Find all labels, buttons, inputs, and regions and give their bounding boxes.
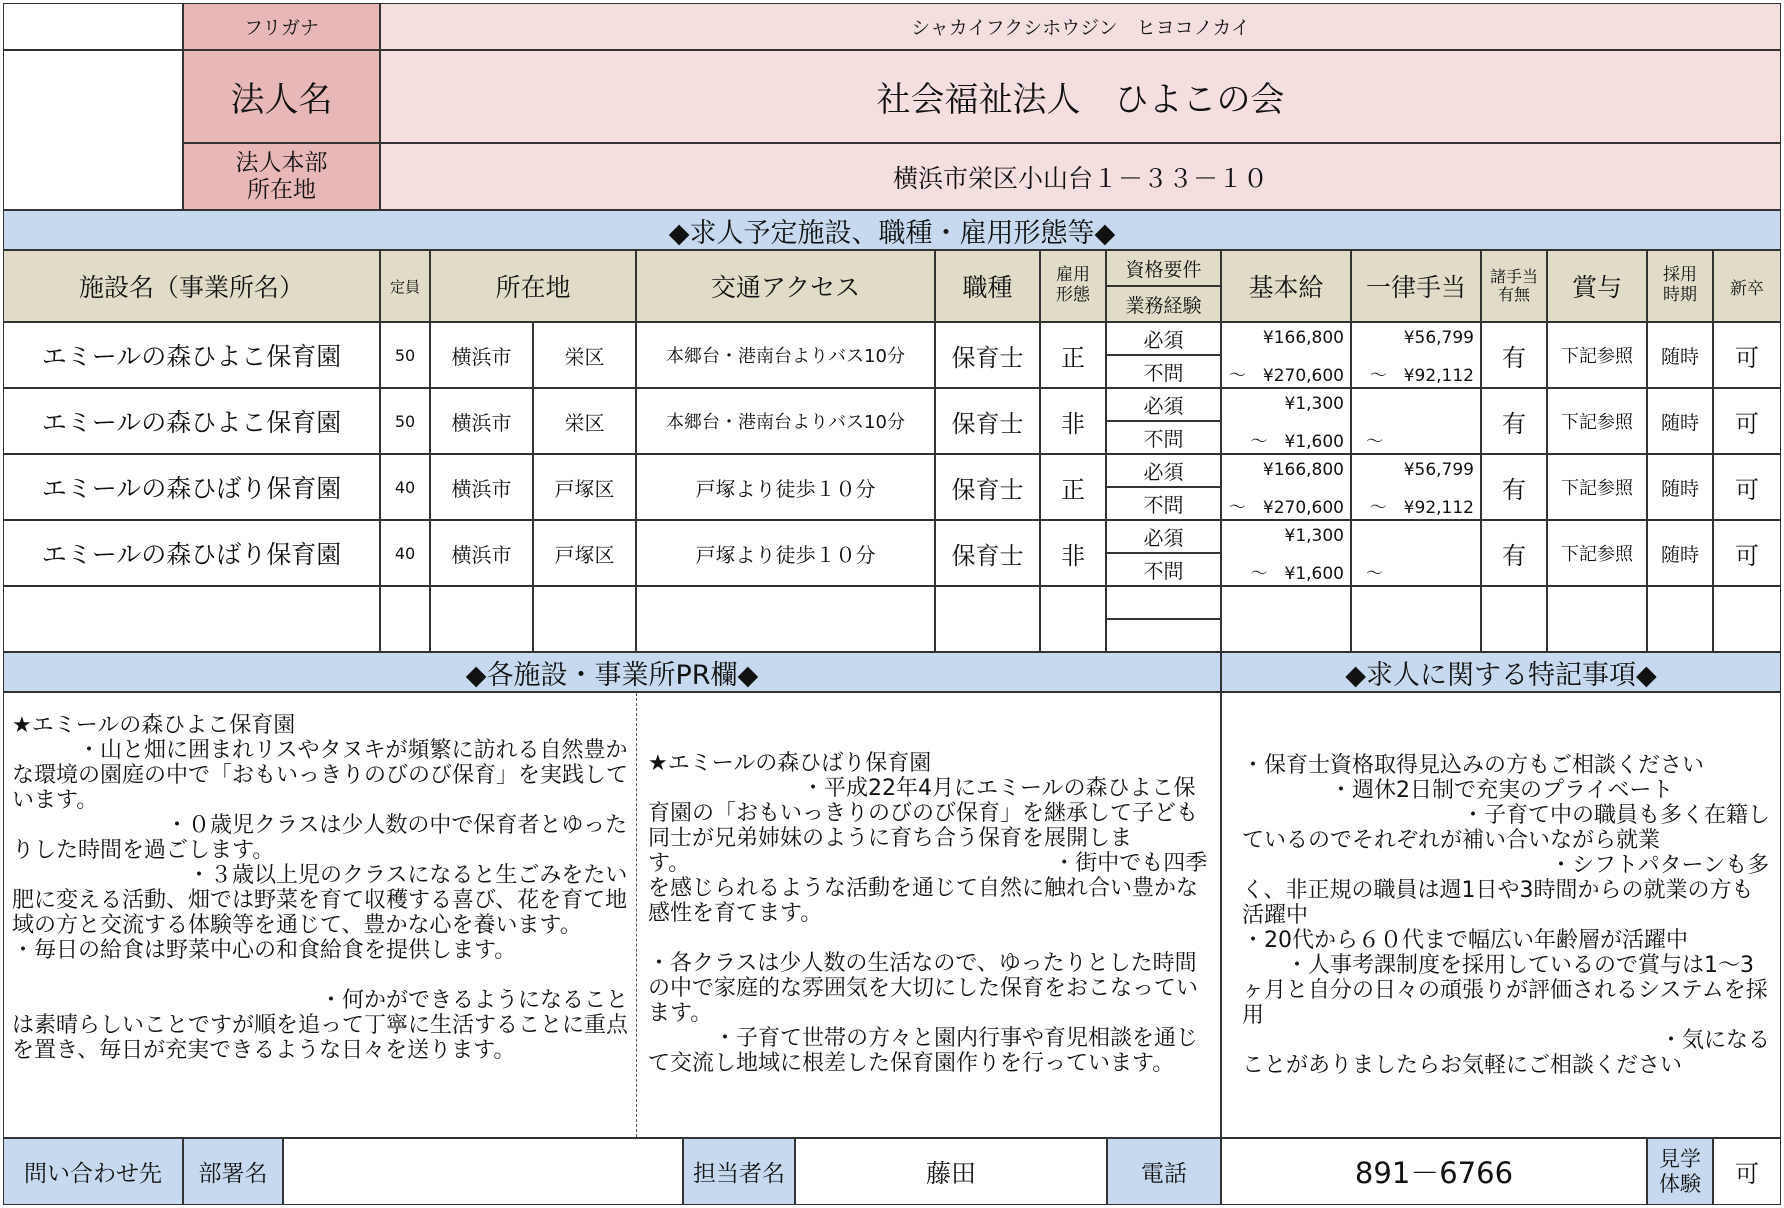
phone-label: 電話 (1107, 1138, 1221, 1205)
job-type: 保育士 (935, 520, 1040, 586)
base-salary-min: ¥166,800 (1262, 460, 1344, 480)
header-facility: 施設名（事業所名） (3, 250, 380, 322)
pr-text-hibari: ★エミールの森ひばり保育園 ・平成22年4月にエミールの森ひよこ保育園の「おもいっきりのびのび保育」を継承して子ども同士が兄弟姉妹のように育ち合う保育を展開します。 ・街中でも四季を感じられるような活動を通じて自然に触れ合い豊かな感性を育てます。 ・各クラスは少人数の生活なので、ゆったりとした時間の中で家庭的な雰囲気を大切にした保育をおこなっています。 ・子育て世帯の方々と園内行事や育児相談を通じて交流し地域に根差した保育園作りを行っています。 (648, 751, 1208, 1076)
person-value: 藤田 (795, 1138, 1107, 1205)
experience: 不問 (1106, 487, 1221, 520)
bonus: 下記参照 (1547, 520, 1647, 586)
hq-label-line2: 所在地 (247, 176, 316, 203)
allowance (1351, 454, 1481, 520)
header-hiring-line2: 時期 (1663, 285, 1697, 305)
allowance (1351, 520, 1481, 586)
notes-panel (1221, 692, 1781, 1138)
furigana-value: シャカイフクシホウジン ヒヨコノカイ (380, 3, 1781, 50)
jobs-section-title: ◆求人予定施設、職種・雇用形態等◆ (3, 210, 1781, 250)
hq-address: 横浜市栄区小山台１－３３－１０ (380, 143, 1781, 210)
notes-text: ・保育士資格取得見込みの方もご相談ください ・週休2日制で充実のプライベート ・子育て中の職員も多く在籍しているのでそれぞれが補い合いながら就業 ・シフトパターンも多く、非正規の職員は週1日や3時間からの就業の方も活躍中 ・20代から６０代まで幅広い年齢層が活躍中 ・人事考課制度を採用しているので賞与は1～3ヶ月と自分の日々の頑張りが評価されるシステムを採用 ・気になることがありましたらお気軽にご相談ください (1242, 753, 1771, 1078)
job-type: 保育士 (935, 454, 1040, 520)
empty-cell (3, 586, 380, 652)
allowance-max: ～ (1366, 432, 1383, 452)
other-allowance: 有 (1481, 454, 1547, 520)
base-salary (1221, 322, 1351, 388)
other-allowance: 有 (1481, 520, 1547, 586)
header-hiring-period (1647, 250, 1713, 322)
empty-cell (636, 586, 935, 652)
allowance (1351, 322, 1481, 388)
ward: 栄区 (533, 322, 636, 388)
empty-cell (1547, 586, 1647, 652)
hiring-period: 随時 (1647, 454, 1713, 520)
allowance-max: ～ (1366, 564, 1383, 584)
header-employment-line2: 形態 (1056, 285, 1090, 305)
empty-cell (935, 586, 1040, 652)
furigana-label: フリガナ (183, 3, 380, 50)
visit-label-line1: 見学 (1659, 1147, 1701, 1172)
city: 横浜市 (430, 454, 533, 520)
experience: 不問 (1106, 421, 1221, 454)
capacity: 40 (380, 454, 430, 520)
capacity: 40 (380, 520, 430, 586)
new-grad: 可 (1713, 388, 1781, 454)
city: 横浜市 (430, 322, 533, 388)
pr-panel (3, 692, 1221, 1138)
phone-value: 891－6766 (1221, 1138, 1647, 1205)
base-salary-min: ¥166,800 (1262, 328, 1344, 348)
empty-cell (430, 586, 533, 652)
facility-name: エミールの森ひよこ保育園 (3, 322, 380, 388)
header-access: 交通アクセス (636, 250, 935, 322)
hiring-period: 随時 (1647, 520, 1713, 586)
experience: 不問 (1106, 355, 1221, 388)
header-other-allowance-line1: 諸手当 (1489, 266, 1538, 286)
blank-cell (3, 50, 183, 210)
employment-type: 正 (1040, 322, 1106, 388)
other-allowance: 有 (1481, 388, 1547, 454)
hiring-period: 随時 (1647, 388, 1713, 454)
access: 本郷台・港南台よりバス10分 (636, 388, 935, 454)
base-salary (1221, 454, 1351, 520)
empty-cell (533, 586, 636, 652)
notes-section-title: ◆求人に関する特記事項◆ (1221, 652, 1781, 692)
experience: 不問 (1106, 553, 1221, 586)
header-capacity: 定員 (380, 250, 430, 322)
visit-label-line2: 体験 (1659, 1171, 1701, 1196)
corp-name-label: 法人名 (183, 50, 380, 143)
city: 横浜市 (430, 388, 533, 454)
qualification: 必須 (1106, 322, 1221, 355)
allowance-min: ¥56,799 (1403, 328, 1474, 348)
bonus: 下記参照 (1547, 388, 1647, 454)
empty-cell (1040, 586, 1106, 652)
header-bonus: 賞与 (1547, 250, 1647, 322)
access: 戸塚より徒歩１０分 (636, 520, 935, 586)
empty-cell (1481, 586, 1547, 652)
access: 本郷台・港南台よりバス10分 (636, 322, 935, 388)
allowance-min: ¥56,799 (1403, 460, 1474, 480)
contact-label: 問い合わせ先 (3, 1138, 183, 1205)
header-employment-line1: 雇用 (1056, 265, 1090, 286)
blank-cell (3, 3, 183, 50)
ward: 戸塚区 (533, 454, 636, 520)
header-experience: 業務経験 (1106, 286, 1221, 322)
header-job-type: 職種 (935, 250, 1040, 322)
employment-type: 非 (1040, 388, 1106, 454)
new-grad: 可 (1713, 520, 1781, 586)
pr-section-title: ◆各施設・事業所PR欄◆ (3, 652, 1221, 692)
capacity: 50 (380, 388, 430, 454)
header-base-salary: 基本給 (1221, 250, 1351, 322)
qualification: 必須 (1106, 520, 1221, 553)
header-location: 所在地 (430, 250, 636, 322)
header-other-allowance (1481, 250, 1547, 322)
facility-name: エミールの森ひよこ保育園 (3, 388, 380, 454)
new-grad: 可 (1713, 322, 1781, 388)
qualification: 必須 (1106, 454, 1221, 487)
bonus: 下記参照 (1547, 322, 1647, 388)
new-grad: 可 (1713, 454, 1781, 520)
base-salary (1221, 520, 1351, 586)
empty-cell (1351, 586, 1481, 652)
pr-text-hiyoko: ★エミールの森ひよこ保育園 ・山と畑に囲まれリスやタヌキが頻繁に訪れる自然豊かな環境の園庭の中で「おもいっきりのびのび保育」を実践しています。 ・０歳児クラスは少人数の中で保育者とゆったりした時間を過ごします。 ・３歳以上児のクラスになると生ごみをたい肥に変える活動、畑では野菜を育て収穫する喜び、花を育て地域の方と交流する体験等を通じて、豊かな心を養います。 ・毎日の給食は野菜中心の和食給食を提供します。 ・何かができるようになることは素晴らしいことですが順を追って丁寧に生活することに重点を置き、毎日が充実できるような日々を送ります。 (12, 713, 629, 1063)
job-type: 保育士 (935, 388, 1040, 454)
ward: 栄区 (533, 388, 636, 454)
dept-label: 部署名 (183, 1138, 283, 1205)
allowance-max: ～ ¥92,112 (1369, 366, 1474, 386)
employment-type: 正 (1040, 454, 1106, 520)
ward: 戸塚区 (533, 520, 636, 586)
bonus: 下記参照 (1547, 454, 1647, 520)
header-hiring-line1: 採用 (1663, 265, 1697, 286)
dept-value (283, 1138, 683, 1205)
empty-cell (1221, 586, 1351, 652)
header-new-grad: 新卒 (1713, 250, 1781, 322)
facility-name: エミールの森ひばり保育園 (3, 520, 380, 586)
hq-label (183, 143, 380, 210)
qualification: 必須 (1106, 388, 1221, 421)
allowance-max: ～ ¥92,112 (1369, 498, 1474, 518)
base-salary (1221, 388, 1351, 454)
capacity: 50 (380, 322, 430, 388)
empty-cell (1713, 586, 1781, 652)
empty-cell (1106, 619, 1221, 652)
job-type: 保育士 (935, 322, 1040, 388)
header-qualification: 資格要件 (1106, 250, 1221, 286)
header-other-allowance-line2: 有無 (1497, 285, 1530, 304)
corp-name-value: 社会福祉法人 ひよこの会 (380, 50, 1781, 143)
empty-cell (1106, 586, 1221, 619)
visit-label (1647, 1138, 1713, 1205)
facility-name: エミールの森ひばり保育園 (3, 454, 380, 520)
base-salary-max: ～ ¥270,600 (1228, 498, 1344, 518)
header-allowance: 一律手当 (1351, 250, 1481, 322)
hq-label-line1: 法人本部 (235, 150, 328, 177)
pr-divider (636, 693, 637, 1137)
base-salary-min: ¥1,300 (1284, 526, 1344, 546)
base-salary-max: ～ ¥1,600 (1250, 564, 1344, 584)
city: 横浜市 (430, 520, 533, 586)
person-label: 担当者名 (683, 1138, 795, 1205)
other-allowance: 有 (1481, 322, 1547, 388)
base-salary-max: ～ ¥270,600 (1228, 366, 1344, 386)
base-salary-max: ～ ¥1,600 (1250, 432, 1344, 452)
base-salary-min: ¥1,300 (1284, 394, 1344, 414)
empty-cell (1647, 586, 1713, 652)
header-employment (1040, 250, 1106, 322)
empty-cell (380, 586, 430, 652)
visit-value: 可 (1713, 1138, 1781, 1205)
employment-type: 非 (1040, 520, 1106, 586)
hiring-period: 随時 (1647, 322, 1713, 388)
access: 戸塚より徒歩１０分 (636, 454, 935, 520)
allowance (1351, 388, 1481, 454)
